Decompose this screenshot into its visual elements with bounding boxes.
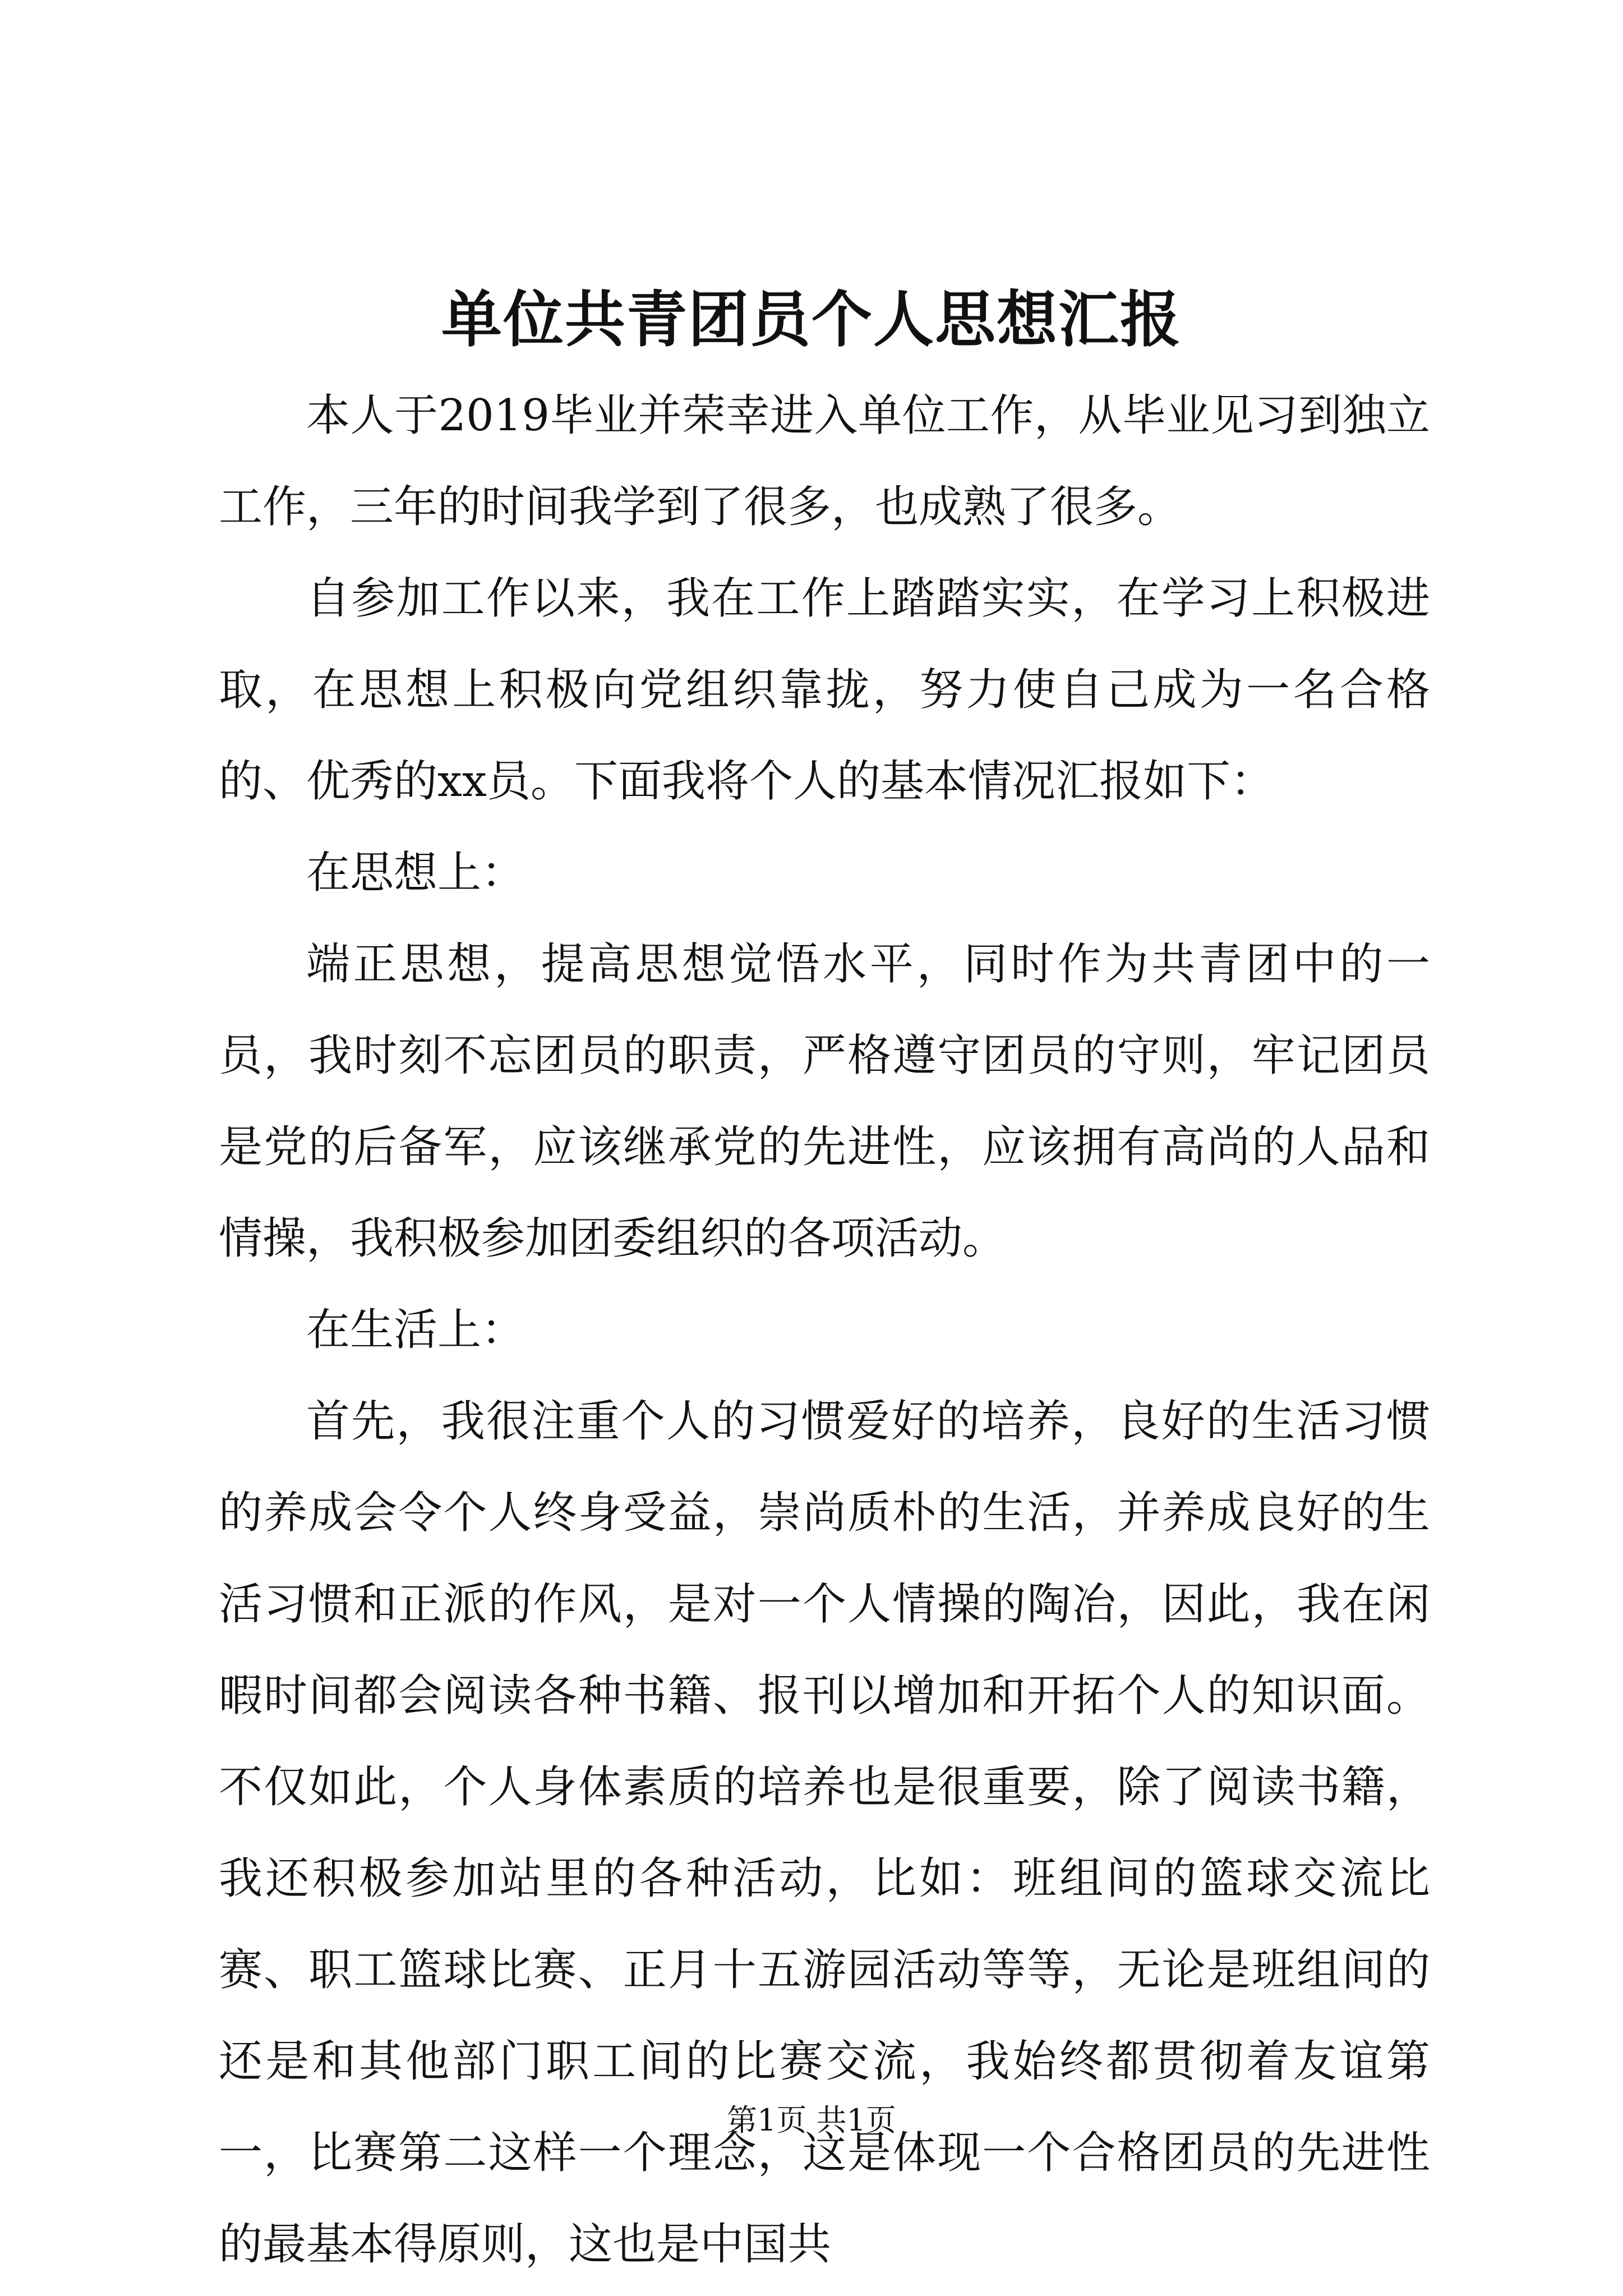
document-body	[219, 370, 1430, 2290]
page-number-footer: 第1页 共1页	[727, 2102, 896, 2138]
paragraph-intro: 本人于2019毕业并荣幸进入单位工作，从毕业见习到独立工作，三年的时间我学到了很多，也成熟了很多。	[219, 390, 1430, 532]
section-heading-thought: 在思想上：	[306, 848, 525, 898]
paragraph-life: 首先，我很注重个人的习惯爱好的培养，良好的生活习惯的养成会令个人终身受益，崇尚质朴的生活，并养成良好的生活习惯和正派的作风，是对一个人情操的陶冶，因此，我在闲暇时间都会阅读各种书籍、报刊以增加和开拓个人的知识面。不仅如此，个人身体素质的培养也是很重要，除了阅读书籍，我还积极参加站里的各种活动，比如：班组间的篮球交流比赛、职工篮球比赛、正月十五游园活动等等，无论是班组间的还是和其他部门职工间的比赛交流，我始终都贯彻着友谊第一，比赛第二这样一个理念，这是体现一个合格团员的先进性的最基本得原则，这也是中国共	[219, 1396, 1430, 2270]
section-heading-life: 在生活上：	[306, 1305, 525, 1355]
paragraph-overview: 自参加工作以来，我在工作上踏踏实实，在学习上积极进取，在思想上积极向党组织靠拢，努力使自己成为一名合格的、优秀的xx员。下面我将个人的基本情况汇报如下：	[219, 573, 1430, 807]
document-title: 单位共青团员个人思想汇报	[441, 284, 1182, 355]
paragraph-thought: 端正思想，提高思想觉悟水平，同时作为共青团中的一员，我时刻不忘团员的职责，严格遵守团员的守则，牢记团员是党的后备军，应该继承党的先进性，应该拥有高尚的人品和情操，我积极参加团委组织的各项活动。	[219, 939, 1430, 1264]
